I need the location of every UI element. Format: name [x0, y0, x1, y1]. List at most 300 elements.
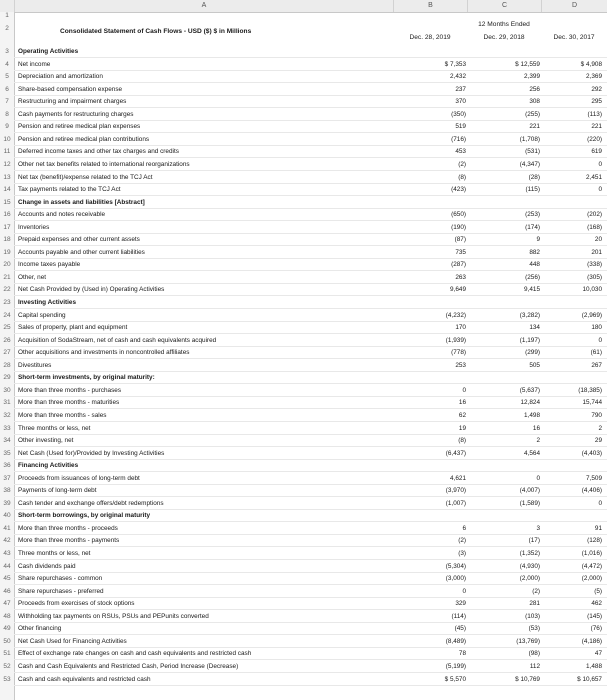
value-cell[interactable]: (5,304) — [445, 562, 466, 570]
value-cell[interactable]: (1,352) — [519, 550, 540, 557]
row-gridline — [14, 233, 607, 234]
value-cell[interactable]: (350) — [451, 110, 466, 118]
value-cell[interactable]: (128) — [587, 537, 602, 545]
row-number[interactable]: 14 — [3, 186, 11, 194]
value-cell[interactable]: (6,437) — [445, 449, 466, 457]
row-number[interactable]: 49 — [3, 625, 11, 633]
row-label[interactable]: Accounts and notes receivable — [18, 211, 106, 219]
value-cell[interactable]: (5,199) — [445, 662, 466, 670]
row-gridline — [14, 546, 607, 547]
value-cell[interactable]: (13,769) — [516, 637, 540, 645]
value-cell[interactable]: (2) — [458, 160, 466, 168]
row-gridline — [14, 245, 607, 246]
row-number[interactable]: 53 — [3, 675, 11, 683]
value-cell[interactable]: (2) — [458, 537, 466, 545]
row-number[interactable]: 3 — [5, 48, 9, 55]
value-cell[interactable]: (168) — [587, 223, 602, 231]
row-label[interactable]: Investing Activities — [18, 299, 77, 306]
row-gridline — [14, 672, 607, 673]
value-cell[interactable]: (1,939) — [445, 336, 466, 344]
value-cell[interactable]: (4,232) — [445, 311, 466, 319]
value-cell[interactable]: 263 — [455, 273, 466, 281]
value-cell[interactable]: 370 — [455, 98, 466, 106]
value-cell[interactable]: (5) — [594, 587, 602, 595]
value-cell[interactable]: 16 — [532, 424, 540, 432]
value-cell[interactable]: (531) — [525, 148, 540, 156]
row-number[interactable]: 25 — [3, 324, 11, 332]
row-number[interactable]: 16 — [3, 211, 11, 219]
row-label[interactable]: More than three months - purchases — [18, 386, 122, 394]
value-cell[interactable]: (17) — [528, 537, 540, 545]
row-label[interactable]: Operating Activities — [18, 48, 79, 55]
row-gridline — [14, 145, 607, 146]
row-gridline — [14, 647, 607, 648]
value-cell[interactable]: (45) — [454, 625, 466, 633]
value-cell[interactable]: 4,564 — [524, 449, 540, 457]
value-cell[interactable]: 2,369 — [586, 73, 602, 81]
row-label[interactable]: Income taxes payable — [18, 261, 81, 269]
row-label[interactable]: Divestitures — [18, 361, 52, 369]
row-gridline — [14, 609, 607, 610]
value-cell[interactable]: (3,000) — [445, 575, 466, 583]
row-label[interactable]: Net income — [18, 60, 51, 68]
value-cell[interactable]: 112 — [529, 662, 540, 670]
value-cell[interactable]: 735 — [455, 248, 466, 256]
value-cell[interactable]: (650) — [451, 211, 466, 219]
value-cell[interactable]: (3,970) — [445, 487, 466, 495]
value-cell[interactable]: $ 5,570 — [444, 675, 466, 683]
value-cell[interactable]: (5,637) — [519, 386, 540, 394]
value-cell[interactable]: 2,451 — [586, 173, 602, 181]
row-label[interactable]: Effect of exchange rate changes on cash and cash equivalents and restricted cash — [18, 650, 252, 658]
row-label[interactable]: Sales of property, plant and equipment — [18, 324, 128, 332]
row-label[interactable]: More than three months - sales — [18, 411, 107, 419]
value-cell[interactable]: 253 — [455, 361, 466, 369]
row-number-2[interactable]: 2 — [5, 25, 9, 32]
value-cell[interactable]: $ 7,353 — [444, 60, 466, 68]
row-label[interactable]: Other acquisitions and investments in noncontrolled affiliates — [18, 349, 190, 357]
row-number[interactable]: 38 — [3, 487, 11, 495]
value-cell[interactable]: 9,649 — [450, 286, 466, 294]
value-cell[interactable]: (338) — [587, 261, 602, 269]
value-cell[interactable]: (18,385) — [578, 386, 602, 394]
row-gridline — [14, 471, 607, 472]
value-cell[interactable]: (4,406) — [581, 487, 602, 495]
row-number[interactable]: 42 — [3, 537, 11, 545]
row-gridline — [14, 82, 607, 83]
value-cell[interactable]: (87) — [454, 236, 466, 244]
row-label[interactable]: Net Cash (Used for)/Provided by Investing Activities — [18, 449, 165, 457]
value-cell[interactable]: 267 — [591, 361, 602, 369]
value-cell[interactable]: 519 — [455, 123, 466, 131]
row-gridline — [14, 396, 607, 397]
value-cell[interactable]: (1,007) — [445, 499, 466, 507]
row-number[interactable]: 23 — [3, 299, 11, 306]
row-label[interactable]: Accounts payable and other current liabilities — [18, 248, 145, 256]
row-number[interactable]: 20 — [3, 261, 11, 269]
value-cell[interactable]: 170 — [455, 324, 466, 332]
value-cell[interactable]: 2,432 — [450, 73, 466, 81]
row-gridline — [14, 95, 607, 96]
value-cell[interactable]: 10,030 — [582, 286, 602, 294]
value-cell[interactable]: (202) — [587, 211, 602, 219]
row-gridline — [14, 220, 607, 221]
row-number[interactable]: 28 — [3, 361, 11, 369]
value-cell[interactable]: 3 — [536, 524, 540, 532]
value-cell[interactable]: 16 — [458, 399, 466, 407]
value-cell[interactable]: 462 — [591, 600, 602, 608]
row-gridline — [14, 308, 607, 309]
value-cell[interactable]: (253) — [525, 211, 540, 219]
row-gridline — [14, 346, 607, 347]
date-header-2018: Dec. 29, 2018 — [483, 34, 525, 41]
value-cell[interactable]: 237 — [455, 85, 466, 93]
value-cell[interactable]: (174) — [525, 223, 540, 231]
row-gridline — [14, 283, 607, 284]
value-cell[interactable]: (190) — [451, 223, 466, 231]
row-label[interactable]: Short-term borrowings, by original maturity — [18, 512, 151, 520]
row-number[interactable]: 21 — [3, 273, 11, 281]
row-gridline — [14, 434, 607, 435]
column-header-a[interactable]: A — [14, 0, 393, 12]
row-gridline — [14, 358, 607, 359]
value-cell[interactable]: 0 — [598, 160, 602, 168]
value-cell[interactable]: 1,488 — [586, 662, 602, 670]
row-gridline — [14, 57, 607, 58]
value-cell[interactable]: (76) — [590, 625, 602, 633]
value-cell[interactable]: 62 — [458, 411, 466, 419]
value-cell[interactable]: 0 — [536, 474, 540, 482]
value-cell[interactable]: 256 — [529, 85, 540, 93]
row-gridline — [14, 333, 607, 334]
value-cell[interactable]: $ 4,908 — [580, 60, 602, 68]
value-cell[interactable]: (299) — [525, 349, 540, 357]
column-header-d[interactable]: D — [541, 0, 607, 12]
value-cell[interactable]: (2,000) — [581, 575, 602, 583]
row-gridline — [14, 685, 607, 686]
row-label[interactable]: More than three months - maturities — [18, 399, 120, 407]
row-number[interactable]: 31 — [3, 399, 11, 407]
row-label[interactable]: Inventories — [18, 223, 50, 231]
value-cell[interactable]: 12,824 — [520, 399, 540, 407]
row-number[interactable]: 22 — [3, 286, 11, 294]
row-gridline — [14, 383, 607, 384]
row-gridline — [14, 371, 607, 372]
row-number[interactable]: 24 — [3, 311, 11, 319]
value-cell[interactable]: 180 — [591, 324, 602, 332]
row-gridline — [14, 195, 607, 196]
row-number[interactable]: 18 — [3, 236, 11, 244]
value-cell[interactable]: (287) — [451, 261, 466, 269]
row-gridline — [14, 459, 607, 460]
row-number[interactable]: 48 — [3, 612, 11, 620]
row-number[interactable]: 40 — [3, 512, 11, 520]
value-cell[interactable]: 329 — [455, 600, 466, 608]
value-cell[interactable]: 221 — [591, 123, 602, 131]
row-number[interactable]: 52 — [3, 662, 11, 670]
row-gridline — [14, 446, 607, 447]
row-number[interactable]: 8 — [5, 110, 9, 118]
row-label[interactable]: Share repurchases - preferred — [18, 587, 104, 595]
row-number[interactable]: 45 — [3, 575, 11, 583]
value-cell[interactable]: (305) — [587, 273, 602, 281]
value-cell[interactable]: 7,509 — [586, 474, 602, 482]
row-label[interactable]: Deferred income taxes and other tax charges and credits — [18, 148, 179, 156]
row-label[interactable]: Proceeds from issuances of long-term debt — [18, 474, 140, 482]
value-cell[interactable]: 29 — [594, 437, 602, 445]
row-label[interactable]: Withholding tax payments on RSUs, PSUs and PEPunits converted — [18, 612, 209, 620]
row-number[interactable]: 6 — [5, 85, 9, 93]
date-header-2017: Dec. 30, 2017 — [553, 34, 595, 41]
value-cell[interactable]: 201 — [591, 248, 602, 256]
row-number[interactable]: 7 — [5, 98, 9, 106]
value-cell[interactable]: 2 — [598, 424, 602, 432]
row-label[interactable]: Payments of long-term debt — [18, 487, 97, 495]
row-gridline — [14, 634, 607, 635]
row-number[interactable]: 13 — [3, 173, 11, 181]
row-gridline — [14, 484, 607, 485]
value-cell[interactable]: (778) — [451, 349, 466, 357]
row-number[interactable]: 4 — [5, 60, 9, 68]
row-label[interactable]: Short-term investments, by original maturity: — [18, 374, 155, 382]
value-cell[interactable]: 790 — [591, 411, 602, 419]
value-cell[interactable]: 134 — [529, 324, 540, 332]
row-label[interactable]: Cash and cash equivalents and restricted cash — [18, 675, 151, 683]
value-cell[interactable]: 15,744 — [582, 399, 602, 407]
value-cell[interactable]: (8) — [458, 437, 466, 445]
row-number[interactable]: 15 — [3, 198, 11, 206]
value-cell[interactable]: (220) — [587, 135, 602, 143]
row-number[interactable]: 26 — [3, 336, 11, 344]
row-number[interactable]: 32 — [3, 411, 11, 419]
column-header-bar — [0, 0, 607, 13]
value-cell[interactable]: (4,472) — [581, 562, 602, 570]
row-gridline — [14, 107, 607, 108]
value-cell[interactable]: (4,347) — [519, 160, 540, 168]
period-header: 12 Months Ended — [478, 21, 530, 28]
row-number[interactable]: 44 — [3, 562, 11, 570]
row-number[interactable]: 19 — [3, 248, 11, 256]
row-gridline — [14, 270, 607, 271]
row-gridline — [14, 659, 607, 660]
value-cell[interactable]: 47 — [594, 650, 602, 658]
row-number[interactable]: 27 — [3, 349, 11, 357]
value-cell[interactable]: 453 — [455, 148, 466, 156]
row-label[interactable]: Pension and retiree medical plan contributions — [18, 135, 150, 143]
value-cell[interactable]: 4,621 — [450, 474, 466, 482]
statement-title: Consolidated Statement of Cash Flows - USD ($) $ in Millions — [60, 28, 252, 35]
row-gridline — [14, 584, 607, 585]
value-cell[interactable]: 0 — [462, 386, 466, 394]
value-cell[interactable]: $ 10,657 — [577, 675, 602, 683]
value-cell[interactable]: 6 — [462, 524, 466, 532]
row-gridline — [14, 509, 607, 510]
row-label[interactable]: Restructuring and impairment charges — [18, 98, 127, 106]
value-cell[interactable]: (255) — [525, 110, 540, 118]
date-header-2019: Dec. 28, 2019 — [409, 34, 451, 41]
value-cell[interactable]: (8,489) — [445, 637, 466, 645]
row-label[interactable]: Proceeds from exercises of stock options — [18, 600, 135, 608]
row-label[interactable]: Depreciation and amortization — [18, 73, 103, 81]
value-cell[interactable]: 2,399 — [524, 73, 540, 81]
value-cell[interactable]: 281 — [529, 600, 540, 608]
row-number[interactable]: 43 — [3, 550, 11, 557]
row-label[interactable]: Other net tax benefits related to international reorganizations — [18, 160, 190, 168]
row-label[interactable]: More than three months - proceeds — [18, 524, 118, 532]
value-cell[interactable]: (4,007) — [519, 487, 540, 495]
row-label[interactable]: Other, net — [18, 273, 47, 281]
value-cell[interactable]: (716) — [451, 135, 466, 143]
column-header-c[interactable]: C — [467, 0, 541, 12]
value-cell[interactable]: (8) — [458, 173, 466, 181]
row-number[interactable]: 11 — [3, 148, 11, 156]
value-cell[interactable]: (53) — [528, 625, 540, 633]
value-cell[interactable]: (3,282) — [519, 311, 540, 319]
row-number[interactable]: 51 — [3, 650, 11, 658]
row-gridline — [14, 572, 607, 573]
value-cell[interactable]: (4,186) — [581, 637, 602, 645]
row-gridline — [14, 208, 607, 209]
row-number[interactable]: 10 — [3, 135, 11, 143]
row-gridline — [14, 597, 607, 598]
row-label[interactable]: Cash and Cash Equivalents and Restricted Cash, Period Increase (Decrease) — [18, 662, 239, 670]
row-number[interactable]: 9 — [5, 123, 9, 131]
row-label[interactable]: Net Cash Used for Financing Activities — [18, 637, 127, 645]
row-label[interactable]: Pension and retiree medical plan expenses — [18, 123, 141, 131]
row-number[interactable]: 5 — [5, 73, 9, 81]
row-number[interactable]: 41 — [3, 524, 11, 532]
row-gridline — [14, 70, 607, 71]
row-number[interactable]: 39 — [3, 499, 11, 507]
row-label[interactable]: Acquisition of SodaStream, net of cash and cash equivalents acquired — [18, 336, 217, 344]
row-gridline — [14, 534, 607, 535]
value-cell[interactable]: (1,589) — [519, 499, 540, 507]
row-header-bar — [0, 12, 15, 700]
row-gridline — [14, 132, 607, 133]
value-cell[interactable]: (2,969) — [581, 311, 602, 319]
value-cell[interactable]: (114) — [451, 612, 466, 620]
row-gridline — [14, 295, 607, 296]
row-number[interactable]: 29 — [3, 374, 11, 382]
row-label[interactable]: Capital spending — [18, 311, 66, 319]
value-cell[interactable]: (1,708) — [519, 135, 540, 143]
row-label[interactable]: Share-based compensation expense — [18, 85, 123, 93]
value-cell[interactable]: 20 — [594, 236, 602, 244]
row-gridline — [14, 622, 607, 623]
row-number[interactable]: 37 — [3, 474, 11, 482]
row-label[interactable]: Share repurchases - common — [18, 575, 103, 583]
row-gridline — [14, 183, 607, 184]
value-cell[interactable]: (2) — [532, 587, 540, 595]
value-cell[interactable]: 78 — [458, 650, 466, 658]
value-cell[interactable]: 9,415 — [524, 286, 540, 294]
row-label[interactable]: Net Cash Provided by (Used in) Operating Activities — [18, 286, 165, 294]
row-gridline — [14, 521, 607, 522]
value-cell[interactable]: 221 — [529, 123, 540, 131]
value-cell[interactable]: 0 — [462, 587, 466, 595]
value-cell[interactable]: 308 — [529, 98, 540, 106]
row-number-1[interactable]: 1 — [5, 12, 9, 19]
row-label[interactable]: Three months or less, net — [18, 424, 91, 432]
row-gridline — [14, 258, 607, 259]
row-number[interactable]: 12 — [3, 160, 11, 168]
value-cell[interactable]: 0 — [598, 499, 602, 507]
value-cell[interactable]: (4,930) — [519, 562, 540, 570]
value-cell[interactable]: (103) — [525, 612, 540, 620]
value-cell[interactable]: (2,000) — [519, 575, 540, 583]
row-gridline — [14, 120, 607, 121]
row-label[interactable]: Cash tender and exchange offers/debt redemptions — [18, 499, 164, 507]
value-cell[interactable]: (115) — [525, 186, 540, 194]
value-cell[interactable]: 448 — [529, 261, 540, 269]
value-cell[interactable]: (1,016) — [581, 550, 602, 557]
value-cell[interactable]: 882 — [529, 248, 540, 256]
row-number[interactable]: 34 — [3, 437, 11, 445]
row-number[interactable]: 47 — [3, 600, 11, 608]
row-label[interactable]: Cash payments for restructuring charges — [18, 110, 134, 118]
row-label[interactable]: Financing Activities — [18, 462, 79, 470]
row-label[interactable]: Three months or less, net — [18, 550, 91, 557]
value-cell[interactable]: 2 — [536, 437, 540, 445]
row-gridline — [14, 321, 607, 322]
value-cell[interactable]: (256) — [525, 273, 540, 281]
row-number[interactable]: 33 — [3, 424, 11, 432]
value-cell[interactable]: (28) — [528, 173, 540, 181]
value-cell[interactable]: 9 — [536, 236, 540, 244]
row-gridline — [14, 170, 607, 171]
row-label[interactable]: Change in assets and liabilities [Abstract] — [18, 198, 145, 206]
value-cell[interactable]: (3) — [458, 550, 466, 557]
value-cell[interactable]: 295 — [591, 98, 602, 106]
value-cell[interactable]: $ 12,559 — [515, 60, 540, 68]
value-cell[interactable]: 91 — [594, 524, 602, 532]
value-cell[interactable]: (145) — [587, 612, 602, 620]
row-number[interactable]: 17 — [3, 223, 11, 231]
row-gridline — [14, 421, 607, 422]
row-gridline — [14, 408, 607, 409]
value-cell[interactable]: 19 — [458, 424, 466, 432]
row-label[interactable]: Other investing, net — [18, 437, 74, 445]
row-label[interactable]: Prepaid expenses and other current assets — [18, 236, 140, 244]
row-label[interactable]: Other financing — [18, 625, 62, 633]
value-cell[interactable]: (4,403) — [581, 449, 602, 457]
value-cell[interactable]: $ 10,769 — [515, 675, 540, 683]
value-cell[interactable]: (61) — [590, 349, 602, 357]
row-number[interactable]: 35 — [3, 449, 11, 457]
value-cell[interactable]: 0 — [598, 186, 602, 194]
value-cell[interactable]: (1,197) — [519, 336, 540, 344]
row-label[interactable]: Net tax (benefit)/expense related to the TCJ Act — [18, 173, 153, 181]
value-cell[interactable]: (113) — [587, 110, 602, 118]
row-number[interactable]: 46 — [3, 587, 11, 595]
row-label[interactable]: Tax payments related to the TCJ Act — [18, 186, 121, 194]
value-cell[interactable]: 0 — [598, 336, 602, 344]
column-header-b[interactable]: B — [393, 0, 467, 12]
value-cell[interactable]: (423) — [451, 186, 466, 194]
row-gridline — [14, 496, 607, 497]
value-cell[interactable]: 1,498 — [524, 411, 540, 419]
row-number[interactable]: 36 — [3, 462, 11, 470]
row-number[interactable]: 50 — [3, 637, 11, 645]
value-cell[interactable]: (98) — [528, 650, 540, 658]
row-label[interactable]: More than three months - payments — [18, 537, 120, 545]
value-cell[interactable]: 505 — [529, 361, 540, 369]
row-label[interactable]: Cash dividends paid — [18, 562, 76, 570]
value-cell[interactable]: 619 — [591, 148, 602, 156]
value-cell[interactable]: 292 — [591, 85, 602, 93]
row-gridline — [14, 559, 607, 560]
row-number[interactable]: 30 — [3, 386, 11, 394]
